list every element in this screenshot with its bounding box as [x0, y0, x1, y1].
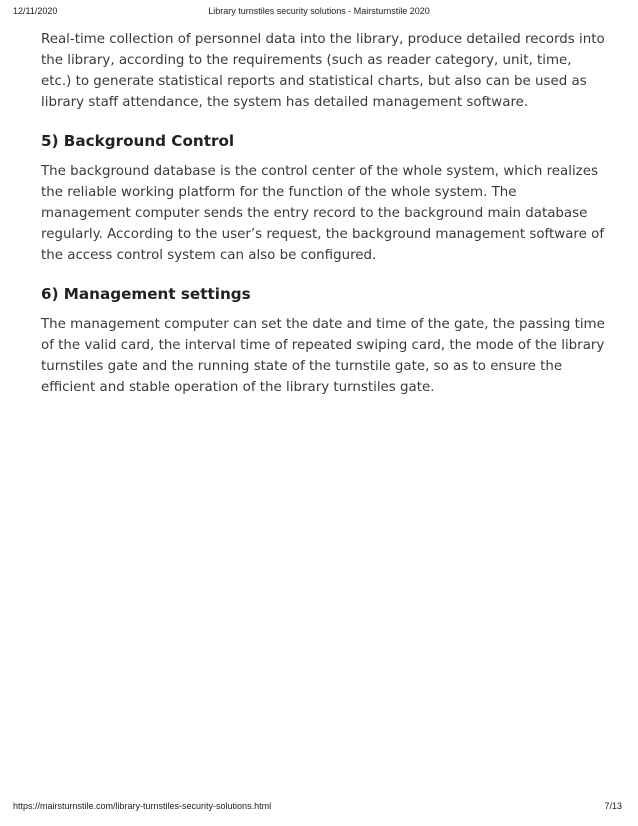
- page-number: 7/13: [604, 801, 622, 811]
- page-url: https://mairsturnstile.com/library-turnstiles-security-solutions.html: [13, 801, 272, 811]
- print-header: [0, 6, 638, 20]
- section-heading-management-settings: 6) Management settings: [41, 285, 251, 303]
- print-footer: [0, 801, 638, 815]
- section-body-management-settings: The management computer can set the date and time of the gate, the passing time of the valid card, the interval time of repeated swiping card, the mode of the library turnstiles gate and the running state of the turnstile gate, so as to ensure the efficient and stable operation of the library turnstiles gate.: [41, 317, 605, 395]
- section-heading-background-control: 5) Background Control: [41, 132, 235, 150]
- print-date: 12/11/2020: [13, 6, 58, 16]
- document-title: Library turnstiles security solutions - Mairsturnstile 2020: [208, 6, 430, 16]
- article-content: [41, 29, 606, 398]
- intro-paragraph: Real-time collection of personnel data into the library, produce detailed records into the library, according to the requirements (such as reader category, unit, time, etc.) to generate statistical reports and statistical charts, but also can be used as library staff attendance, the system has detailed management software.: [41, 32, 605, 110]
- section-body-background-control: The background database is the control center of the whole system, which realizes the reliable working platform for the function of the whole system. The management computer sends the entry record to the background main database regularly. According to the user’s request, the background management software of the access control system can also be configured.: [41, 164, 605, 263]
